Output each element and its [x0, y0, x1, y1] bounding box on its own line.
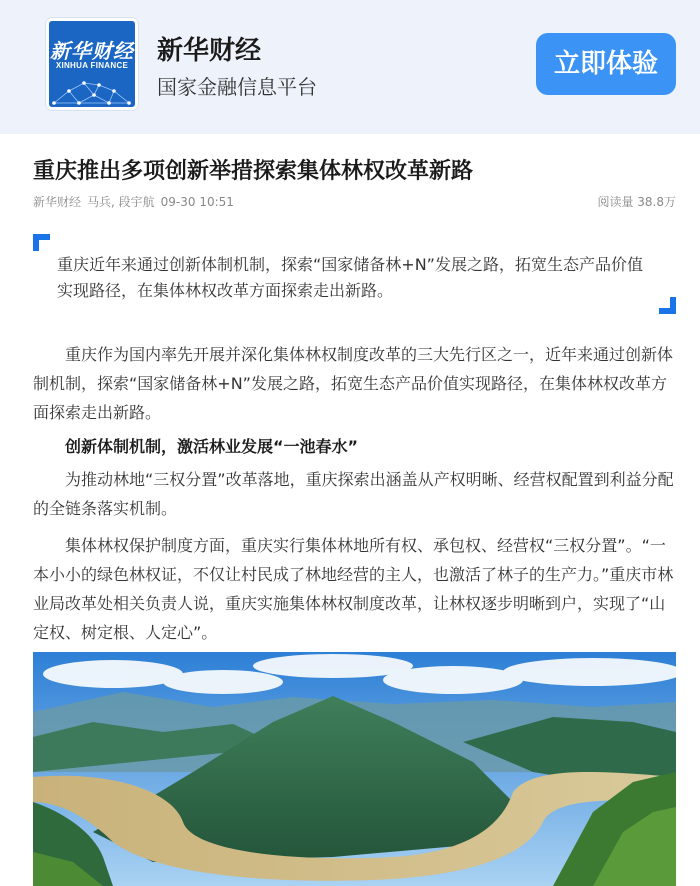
logo-subtext: XINHUA FINANCE — [55, 61, 129, 70]
article-source: 新华财经 — [33, 195, 82, 209]
brand-name: 新华财经 — [157, 36, 262, 66]
paragraph-1: 重庆作为国内率先开展并深化集体林权制度改革的三大先行区之一，近年来通过创新体制机制，探索“国家储备林+N”发展之路，拓宽生态产品价值实现路径，在集体林权改革方面探索走出新路。 — [33, 345, 674, 422]
article-summary — [33, 234, 676, 314]
read-count: 阅读量 38.8万 — [597, 195, 676, 209]
summary-text: 重庆近年来通过创新体制机制，探索“国家储备林+N”发展之路，拓宽生态产品价值实现路径，在集体林权改革方面探索走出新路。 — [57, 255, 643, 300]
network-graphic-icon — [49, 73, 135, 109]
paragraph-2: 为推动林地“三权分置”改革落地，重庆探索出涵盖从产权明晰、经营权配置到利益分配的全链条落实机制。 — [33, 470, 674, 518]
article-photo-mountains-river — [33, 652, 676, 886]
app-banner — [0, 0, 700, 134]
logo-text: 新华财经 — [50, 39, 134, 63]
section-heading: 创新体制机制，激活林业发展“一池春水” — [65, 437, 359, 456]
quote-close-icon — [659, 297, 676, 314]
quote-open-icon — [33, 234, 50, 251]
brand-slogan: 国家金融信息平台 — [157, 75, 317, 99]
article-authors: 马兵, 段宇航 — [87, 195, 155, 209]
xinhua-finance-logo — [46, 18, 138, 110]
article-datetime: 09-30 10:51 — [160, 195, 234, 209]
landscape-image — [33, 652, 676, 886]
article-meta — [33, 193, 240, 210]
try-now-button[interactable]: 立即体验 — [536, 33, 676, 95]
article-title: 重庆推出多项创新举措探索集体林权改革新路 — [33, 159, 474, 184]
paragraph-3: 集体林权保护制度方面，重庆实行集体林地所有权、承包权、经营权“三权分置”。“一本小小的绿色林权证，不仅让村民成了林地经营的主人，也激活了林子的生产力。”重庆市林业局改革处相关负责人说，重庆实施集体林权制度改革，让林权逐步明晰到户，实现了“山定权、树定根、人定心”。 — [33, 536, 674, 642]
